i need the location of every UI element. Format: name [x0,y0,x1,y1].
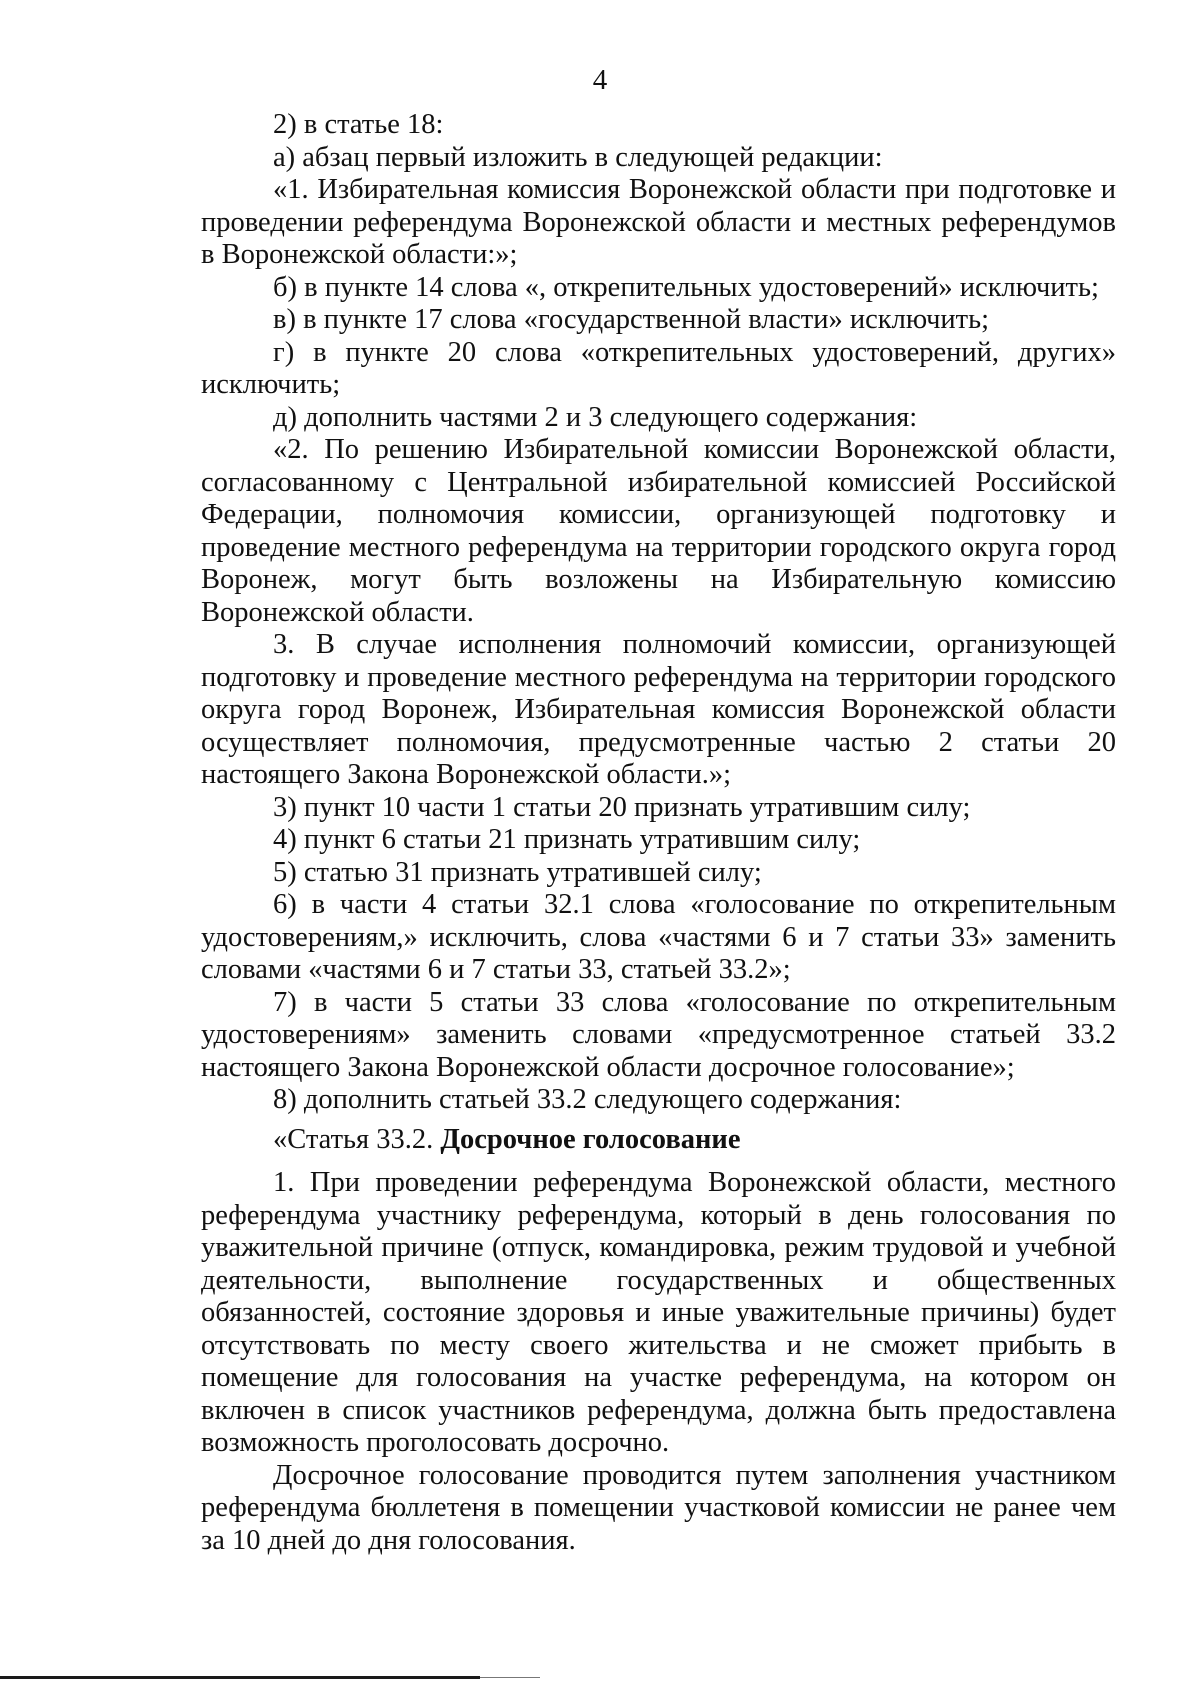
document-body [201,109,1116,1557]
quoted-paragraph-3: 3. В случае исполнения полномочий комиссии, организующей подготовку и проведение местного референдума на территории городского округа город Воронеж, Избирательная комиссия Воронежской области осуществляет полномочия, предусмотренные частью 2 статьи 20 настоящего Закона Воронежской области.»; [201,629,1116,790]
bottom-scan-line [0,1676,480,1679]
list-item-v: в) в пункте 17 слова «государственной власти» исключить; [273,304,990,335]
article-paragraph-1: 1. При проведении референдума Воронежской области, местного референдума участнику референдума, который в день голосования по уважительной причине (отпуск, командировка, режим трудовой и учебной деятельности, выполнение государственных и общественных обязанностей, состояние здоровья и иные уважительные причины) будет отсутствовать по месту своего жительства и не сможет прибыть в помещение для голосования на участке референдума, на котором он включен в список участников референдума, должна быть предоставлена возможность проголосовать досрочно. [201,1167,1116,1458]
page-number: 4 [592,64,608,96]
list-item-b: б) в пункте 14 слова «, открепительных удостоверений» исключить; [273,271,1099,303]
list-item-3: 3) пункт 10 части 1 статьи 20 признать утратившим силу; [273,791,971,823]
article-heading-prefix: «Статья 33.2. [273,1123,441,1155]
quoted-paragraph-2: «2. По решению Избирательной комиссии Воронежской области, согласованному с Центральной избирательной комиссией Российской Федерации, полномочия комиссии, организующей подготовку и проведение местного референдума на территории городского округа город Воронеж, могут быть возложены на Избирательную комиссию Воронежской области. [201,434,1116,628]
list-item-7: 7) в части 5 статьи 33 слова «голосование по открепительным удостоверениям» заменить словами «предусмотренное статьей 33.2 настоящего Закона Воронежской области досрочное голосование»; [201,986,1116,1083]
bottom-scan-line-tail [480,1677,540,1678]
article-paragraph-2: Досрочное голосование проводится путем заполнения участником референдума бюллетеня в помещении участковой комиссии не ранее чем за 10 дней до дня голосования. [201,1459,1116,1556]
list-item-article-18: 2) в статье 18: [273,109,444,140]
list-item-5: 5) статью 31 признать утратившей силу; [273,856,762,888]
list-item-4: 4) пункт 6 статьи 21 признать утратившим силу; [273,824,861,855]
list-item-6: 6) в части 4 статьи 32.1 слова «голосование по открепительным удостоверениям,» исключить, слова «частями 6 и 7 статьи 33» заменить словами «частями 6 и 7 статьи 33, статьей 33.2»; [201,889,1116,985]
list-item-a: а) абзац первый изложить в следующей редакции: [273,141,883,173]
quoted-paragraph-1: «1. Избирательная комиссия Воронежской области при подготовке и проведении референдума Воронежской области и местных референдумов в Воронежской области:»; [201,174,1116,270]
list-item-d: д) дополнить частями 2 и 3 следующего содержания: [273,401,918,433]
list-item-8: 8) дополнить статьей 33.2 следующего содержания: [273,1084,902,1115]
list-item-g: г) в пункте 20 слова «открепительных удостоверений, других» исключить; [201,336,1116,400]
article-heading [201,1124,1116,1157]
article-heading-title: Досрочное голосование [440,1123,741,1155]
